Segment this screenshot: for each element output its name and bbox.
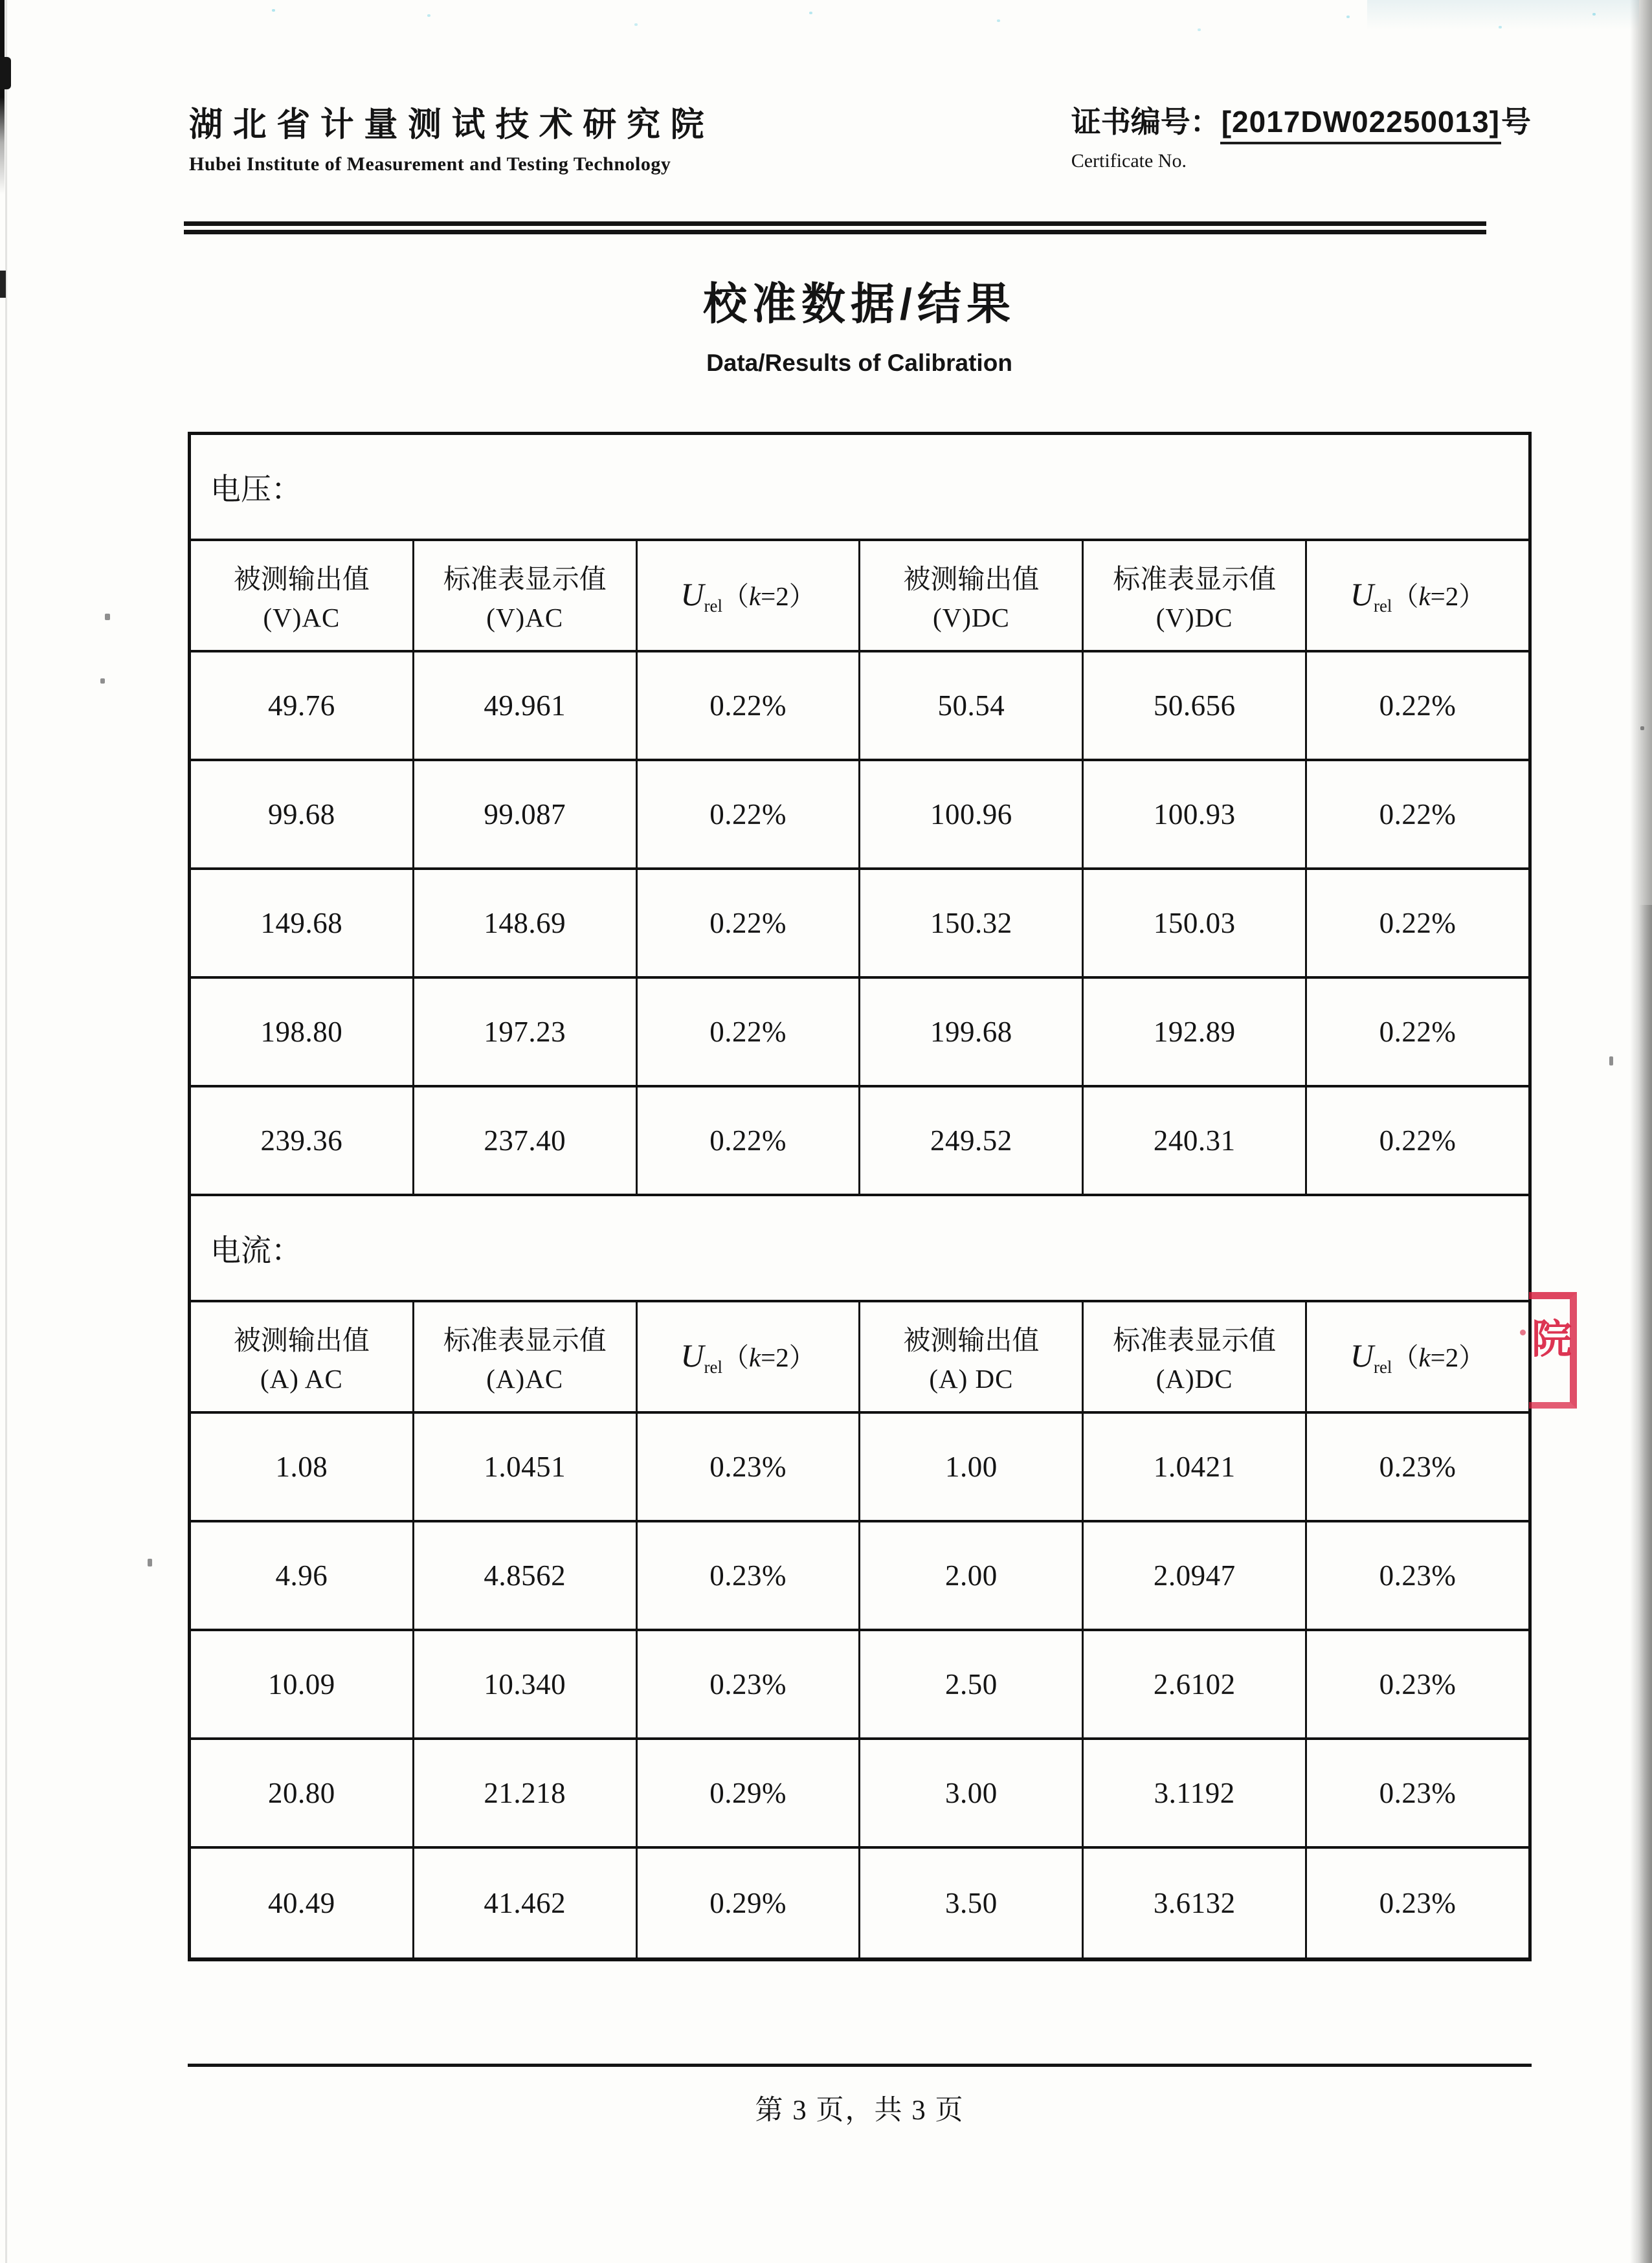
voltage-column-header-4	[1084, 541, 1307, 650]
cell-value: 0.23%	[1379, 1887, 1457, 1919]
voltage-value-r0c2	[638, 652, 861, 759]
scan-noise-dots	[272, 9, 275, 12]
current-data-row	[191, 1631, 1528, 1740]
voltage-value-r2c0	[191, 870, 414, 976]
current-column-header-4	[1084, 1302, 1307, 1411]
cell-value: 0.22%	[709, 1016, 787, 1048]
certificate-number-block	[1071, 98, 1531, 175]
voltage-value-r1c2	[638, 761, 861, 867]
cell-value: 150.32	[930, 907, 1012, 939]
cell-value: 148.69	[484, 907, 566, 939]
certificate-number-label-en: Certificate No.	[1071, 150, 1187, 172]
voltage-value-r1c4	[1084, 761, 1307, 867]
column-header-unit: (V)DC	[1155, 603, 1233, 632]
current-value-r4c1	[414, 1849, 638, 1957]
cell-value: 21.218	[484, 1777, 566, 1809]
cell-value: 1.08	[275, 1451, 328, 1483]
current-header-row	[191, 1302, 1528, 1414]
urel-symbol: U	[680, 576, 704, 612]
voltage-value-r3c0	[191, 979, 414, 1085]
scan-speck	[1609, 1056, 1613, 1065]
uncertainty-header	[680, 575, 815, 616]
cell-value: 0.22%	[1379, 689, 1457, 722]
column-header-unit: (A)AC	[486, 1364, 564, 1394]
cell-value: 0.23%	[1379, 1559, 1457, 1592]
cell-value: 3.50	[945, 1887, 998, 1919]
footer-divider-rule	[188, 2064, 1532, 2067]
cell-value: 199.68	[930, 1016, 1012, 1048]
column-header-unit: (V)DC	[932, 603, 1010, 632]
current-value-r3c4	[1084, 1740, 1307, 1846]
cell-value: 2.00	[945, 1559, 998, 1592]
voltage-section-row	[191, 435, 1528, 541]
voltage-value-r2c5	[1307, 870, 1528, 976]
certificate-number: [2017DW02250013]	[1220, 105, 1501, 144]
red-seal-fragment	[1529, 1292, 1577, 1409]
urel-symbol: U	[1350, 576, 1374, 612]
scan-left-edge-shadow	[0, 0, 5, 194]
voltage-value-r1c3	[860, 761, 1084, 867]
urel-k-symbol: k	[1418, 581, 1431, 611]
voltage-value-r0c4	[1084, 652, 1307, 759]
cell-value: 41.462	[484, 1887, 566, 1919]
urel-subscript: rel	[704, 1357, 722, 1377]
current-column-header-1	[414, 1302, 638, 1411]
current-column-header-0	[191, 1302, 414, 1411]
page-subtitle: Data/Results of Calibration	[706, 350, 1012, 376]
uncertainty-header	[1350, 1336, 1485, 1377]
current-value-r3c3	[860, 1740, 1084, 1846]
voltage-column-header-5	[1307, 541, 1528, 650]
column-header-title: 标准表显示值	[443, 565, 607, 595]
scan-right-edge-shadow-lower	[1639, 905, 1652, 2263]
voltage-value-r2c1	[414, 870, 638, 976]
cell-value: 20.80	[268, 1777, 335, 1809]
cell-value: 50.54	[937, 689, 1005, 722]
current-value-r4c4	[1084, 1849, 1307, 1957]
cell-value: 40.49	[268, 1887, 335, 1919]
voltage-value-r3c4	[1084, 979, 1307, 1085]
urel-paren-open: （	[722, 1343, 749, 1372]
current-value-r2c5	[1307, 1631, 1528, 1737]
scan-left-edge-line	[5, 0, 7, 2263]
institute-name-cn: 湖北省计量测试技术研究院	[189, 106, 715, 144]
urel-k-symbol: k	[748, 581, 761, 611]
urel-paren-close: =2）	[1430, 581, 1486, 611]
current-value-r0c5	[1307, 1414, 1528, 1520]
current-value-r0c1	[414, 1414, 638, 1520]
voltage-value-r2c4	[1084, 870, 1307, 976]
cell-value: 49.76	[268, 689, 335, 722]
current-value-r0c0	[191, 1414, 414, 1520]
current-value-r1c0	[191, 1522, 414, 1629]
scan-speck	[148, 1559, 152, 1566]
cell-value: 49.961	[484, 689, 566, 722]
urel-paren-close: =2）	[761, 1343, 816, 1372]
voltage-column-header-3	[860, 541, 1084, 650]
cell-value: 0.22%	[709, 1124, 787, 1157]
scan-left-dash	[0, 271, 6, 298]
urel-subscript: rel	[1373, 1357, 1392, 1377]
cell-value: 0.22%	[709, 798, 787, 831]
voltage-data-row	[191, 979, 1528, 1087]
voltage-value-r4c0	[191, 1087, 414, 1194]
cell-value: 198.80	[260, 1016, 343, 1048]
cell-value: 0.22%	[1379, 1016, 1457, 1048]
red-seal-speck	[1520, 1330, 1526, 1335]
urel-k-symbol: k	[748, 1343, 761, 1372]
current-value-r3c0	[191, 1740, 414, 1846]
current-value-r1c4	[1084, 1522, 1307, 1629]
voltage-value-r3c3	[860, 979, 1084, 1085]
cell-value: 197.23	[484, 1016, 566, 1048]
current-value-r2c0	[191, 1631, 414, 1737]
cell-value: 0.29%	[709, 1777, 787, 1809]
column-header-title: 标准表显示值	[443, 1326, 607, 1356]
voltage-value-r3c5	[1307, 979, 1528, 1085]
current-data-row	[191, 1522, 1528, 1631]
cell-value: 0.29%	[709, 1887, 787, 1919]
cell-value: 0.23%	[709, 1451, 787, 1483]
voltage-value-r0c0	[191, 652, 414, 759]
cell-value: 0.22%	[1379, 1124, 1457, 1157]
voltage-data-row	[191, 761, 1528, 870]
urel-k-symbol: k	[1418, 1343, 1431, 1372]
cell-value: 240.31	[1153, 1124, 1236, 1157]
current-value-r2c3	[860, 1631, 1084, 1737]
column-header-unit: (V)AC	[263, 603, 340, 632]
urel-paren-close: =2）	[761, 581, 816, 611]
current-value-r0c3	[860, 1414, 1084, 1520]
certificate-number-suffix: 号	[1501, 105, 1531, 139]
document-header	[189, 97, 1531, 175]
voltage-value-r4c1	[414, 1087, 638, 1194]
current-value-r4c0	[191, 1849, 414, 1957]
current-value-r2c4	[1084, 1631, 1307, 1737]
current-value-r0c2	[638, 1414, 861, 1520]
cell-value: 100.96	[930, 798, 1012, 831]
cell-value: 50.656	[1153, 689, 1236, 722]
current-value-r3c5	[1307, 1740, 1528, 1846]
cell-value: 249.52	[930, 1124, 1012, 1157]
cell-value: 237.40	[484, 1124, 566, 1157]
urel-symbol: U	[1350, 1337, 1374, 1374]
voltage-header-row	[191, 541, 1528, 652]
cell-value: 0.22%	[709, 907, 787, 939]
cell-value: 0.22%	[1379, 907, 1457, 939]
cell-value: 100.93	[1153, 798, 1236, 831]
cell-value: 1.00	[945, 1451, 998, 1483]
column-header-title: 标准表显示值	[1113, 1326, 1277, 1356]
cell-value: 0.23%	[1379, 1451, 1457, 1483]
cell-value: 0.23%	[709, 1668, 787, 1700]
voltage-column-header-0	[191, 541, 414, 650]
current-value-r3c1	[414, 1740, 638, 1846]
urel-paren-open: （	[1392, 1343, 1419, 1372]
cell-value: 239.36	[260, 1124, 343, 1157]
institute-name-en: Hubei Institute of Measurement and Testing Technology	[189, 153, 671, 175]
column-header-unit: (A)DC	[1155, 1364, 1233, 1394]
current-value-r1c3	[860, 1522, 1084, 1629]
current-value-r4c3	[860, 1849, 1084, 1957]
scan-speck	[1640, 726, 1644, 730]
cell-value: 0.23%	[1379, 1668, 1457, 1700]
column-header-title: 被测输出值	[903, 1326, 1040, 1356]
voltage-value-r3c2	[638, 979, 861, 1085]
scan-speck	[105, 614, 110, 620]
scan-left-notch	[0, 57, 11, 89]
uncertainty-header	[1350, 575, 1485, 616]
current-value-r1c2	[638, 1522, 861, 1629]
certificate-number-label: 证书编号：	[1071, 105, 1220, 139]
cell-value: 192.89	[1153, 1016, 1236, 1048]
voltage-value-r4c2	[638, 1087, 861, 1194]
column-header-title: 被测输出值	[233, 565, 370, 595]
urel-subscript: rel	[704, 596, 722, 616]
page-number: 第 3 页，共 3 页	[755, 2095, 965, 2126]
current-value-r2c2	[638, 1631, 861, 1737]
scan-top-tint	[1367, 0, 1639, 30]
cell-value: 0.23%	[709, 1559, 787, 1592]
cell-value: 1.0451	[484, 1451, 566, 1483]
urel-paren-close: =2）	[1430, 1343, 1486, 1372]
voltage-value-r4c4	[1084, 1087, 1307, 1194]
voltage-column-header-2	[638, 541, 861, 650]
cell-value: 2.6102	[1153, 1668, 1236, 1700]
current-data-row	[191, 1414, 1528, 1522]
cell-value: 0.23%	[1379, 1777, 1457, 1809]
cell-value: 10.340	[484, 1668, 566, 1700]
current-column-header-3	[860, 1302, 1084, 1411]
voltage-value-r3c1	[414, 979, 638, 1085]
cell-value: 1.0421	[1153, 1451, 1236, 1483]
cell-value: 4.8562	[484, 1559, 566, 1592]
current-column-header-5	[1307, 1302, 1528, 1411]
urel-subscript: rel	[1373, 596, 1392, 616]
current-data-row	[191, 1740, 1528, 1849]
current-data-row	[191, 1849, 1528, 1957]
urel-paren-open: （	[1392, 581, 1419, 611]
urel-symbol: U	[680, 1337, 704, 1374]
column-header-unit: (A) AC	[260, 1364, 343, 1394]
voltage-value-r1c1	[414, 761, 638, 867]
cell-value: 2.50	[945, 1668, 998, 1700]
current-value-r3c2	[638, 1740, 861, 1846]
voltage-data-row	[191, 652, 1528, 761]
voltage-value-r0c5	[1307, 652, 1528, 759]
voltage-value-r0c3	[860, 652, 1084, 759]
current-column-header-2	[638, 1302, 861, 1411]
uncertainty-header	[680, 1336, 815, 1377]
page-title: 校准数据/结果	[703, 280, 1016, 329]
voltage-value-r2c2	[638, 870, 861, 976]
voltage-value-r1c5	[1307, 761, 1528, 867]
column-header-title: 被测输出值	[903, 565, 1040, 595]
current-value-r0c4	[1084, 1414, 1307, 1520]
current-value-r1c1	[414, 1522, 638, 1629]
current-value-r1c5	[1307, 1522, 1528, 1629]
cell-value: 3.00	[945, 1777, 998, 1809]
cell-value: 149.68	[260, 907, 343, 939]
current-section-row	[191, 1196, 1528, 1302]
cell-value: 0.22%	[1379, 798, 1457, 831]
voltage-section-label: 电压：	[210, 473, 302, 507]
column-header-title: 被测输出值	[233, 1326, 370, 1356]
column-header-title: 标准表显示值	[1113, 565, 1277, 595]
voltage-value-r4c3	[860, 1087, 1084, 1194]
current-section-label: 电流：	[210, 1234, 302, 1268]
cell-value: 3.6132	[1153, 1887, 1236, 1919]
voltage-data-row	[191, 1087, 1528, 1196]
voltage-value-r2c3	[860, 870, 1084, 976]
header-divider-rule	[184, 221, 1486, 234]
cell-value: 4.96	[275, 1559, 328, 1592]
current-value-r4c5	[1307, 1849, 1528, 1957]
column-header-unit: (V)AC	[486, 603, 564, 632]
voltage-value-r1c0	[191, 761, 414, 867]
cell-value: 10.09	[268, 1668, 335, 1700]
cell-value: 2.0947	[1153, 1559, 1236, 1592]
voltage-value-r4c5	[1307, 1087, 1528, 1194]
column-header-unit: (A) DC	[929, 1364, 1014, 1394]
cell-value: 99.087	[484, 798, 566, 831]
certificate-number-line	[1071, 98, 1531, 141]
cell-value: 0.22%	[709, 689, 787, 722]
red-seal-character: 院	[1532, 1317, 1572, 1362]
voltage-value-r0c1	[414, 652, 638, 759]
cell-value: 150.03	[1153, 907, 1236, 939]
current-value-r2c1	[414, 1631, 638, 1737]
voltage-column-header-1	[414, 541, 638, 650]
cell-value: 99.68	[268, 798, 335, 831]
voltage-data-row	[191, 870, 1528, 979]
institute-block	[189, 97, 714, 175]
current-value-r4c2	[638, 1849, 861, 1957]
calibration-table	[188, 432, 1532, 1961]
urel-paren-open: （	[722, 581, 749, 611]
scan-speck	[100, 678, 105, 684]
cell-value: 3.1192	[1154, 1777, 1235, 1809]
